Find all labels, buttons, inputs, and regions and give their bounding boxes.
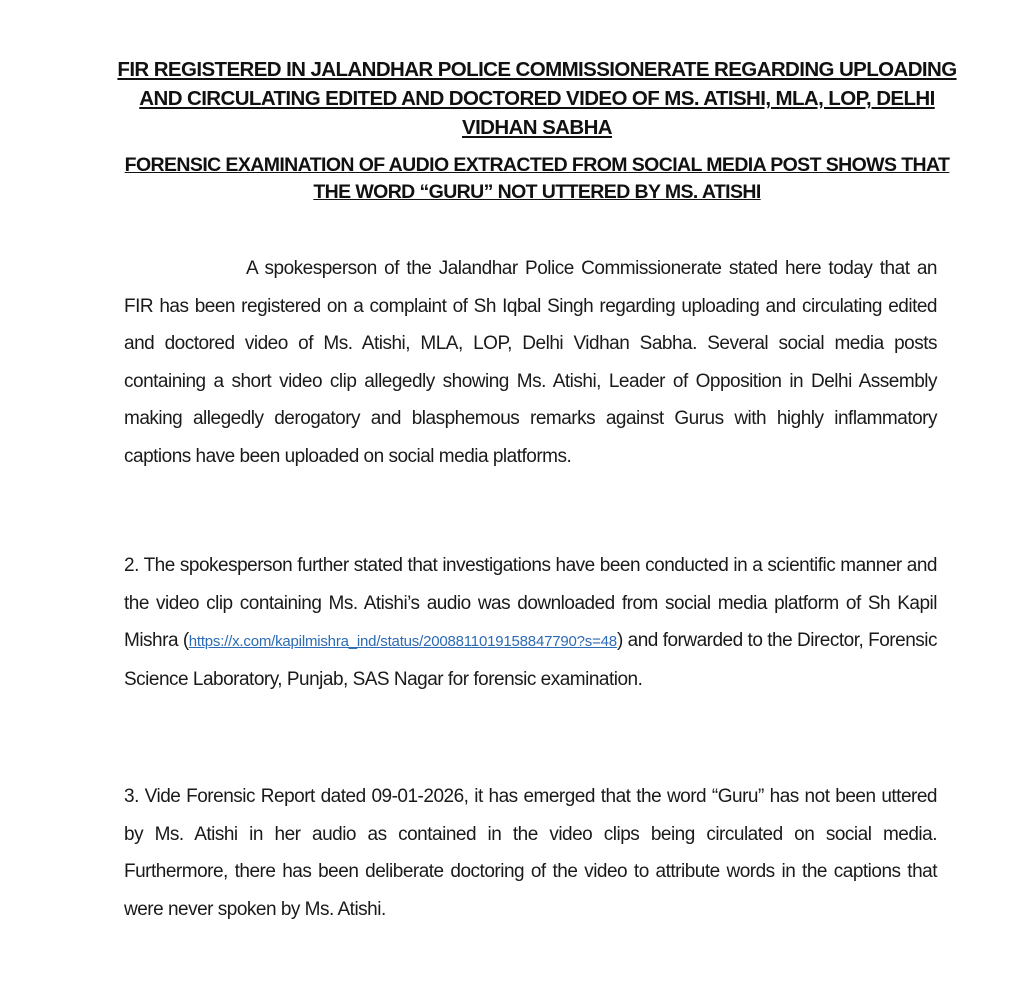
document-subtitle: FORENSIC EXAMINATION OF AUDIO EXTRACTED FROM SOCIAL MEDIA POST SHOWS THAT THE WORD “GURU” NOT UTTERED BY MS. ATISHI — [124, 154, 950, 203]
paragraph-2 — [124, 547, 937, 698]
paragraph-2-text-before: 2. The spokesperson further stated that investigations have been conducted in a scientific manner and the video clip containing Ms. Atishi’s audio was downloaded from social media platform of Sh Kapil Mishra ( — [124, 555, 937, 652]
paragraph-3: 3. Vide Forensic Report dated 09-01-2026, it has emerged that the word “Guru” has not been uttered by Ms. Atishi in her audio as contained in the video clips being circulated on social media. Furthermore, there has been deliberate doctoring of the video to attribute words in the captions that were never spoken by Ms. Atishi. — [124, 786, 937, 920]
paragraph-1: A spokesperson of the Jalandhar Police Commissionerate stated here today that an FIR has been registered on a complaint of Sh Iqbal Singh regarding uploading and circulating edited and doctored video of Ms. Atishi, MLA, LOP, Delhi Vidhan Sabha. Several social media posts containing a short video clip allegedly showing Ms. Atishi, Leader of Opposition in Delhi Assembly making allegedly derogatory and blasphemous remarks against Gurus with highly inflammatory captions have been uploaded on social media platforms. — [124, 258, 937, 467]
paragraph-2-text-after: ) and forwarded to the Director, Forensic Science Laboratory, Punjab, SAS Nagar for forensic examination. — [124, 630, 937, 690]
social-media-post-link[interactable]: https://x.com/kapilmishra_ind/status/2008811019158847790?s=48 — [188, 633, 617, 651]
document-title: FIR REGISTERED IN JALANDHAR POLICE COMMISSIONERATE REGARDING UPLOADING AND CIRCULATING EDITED AND DOCTORED VIDEO OF MS. ATISHI, MLA, LOP, DELHI VIDHAN SABHA — [117, 58, 957, 139]
